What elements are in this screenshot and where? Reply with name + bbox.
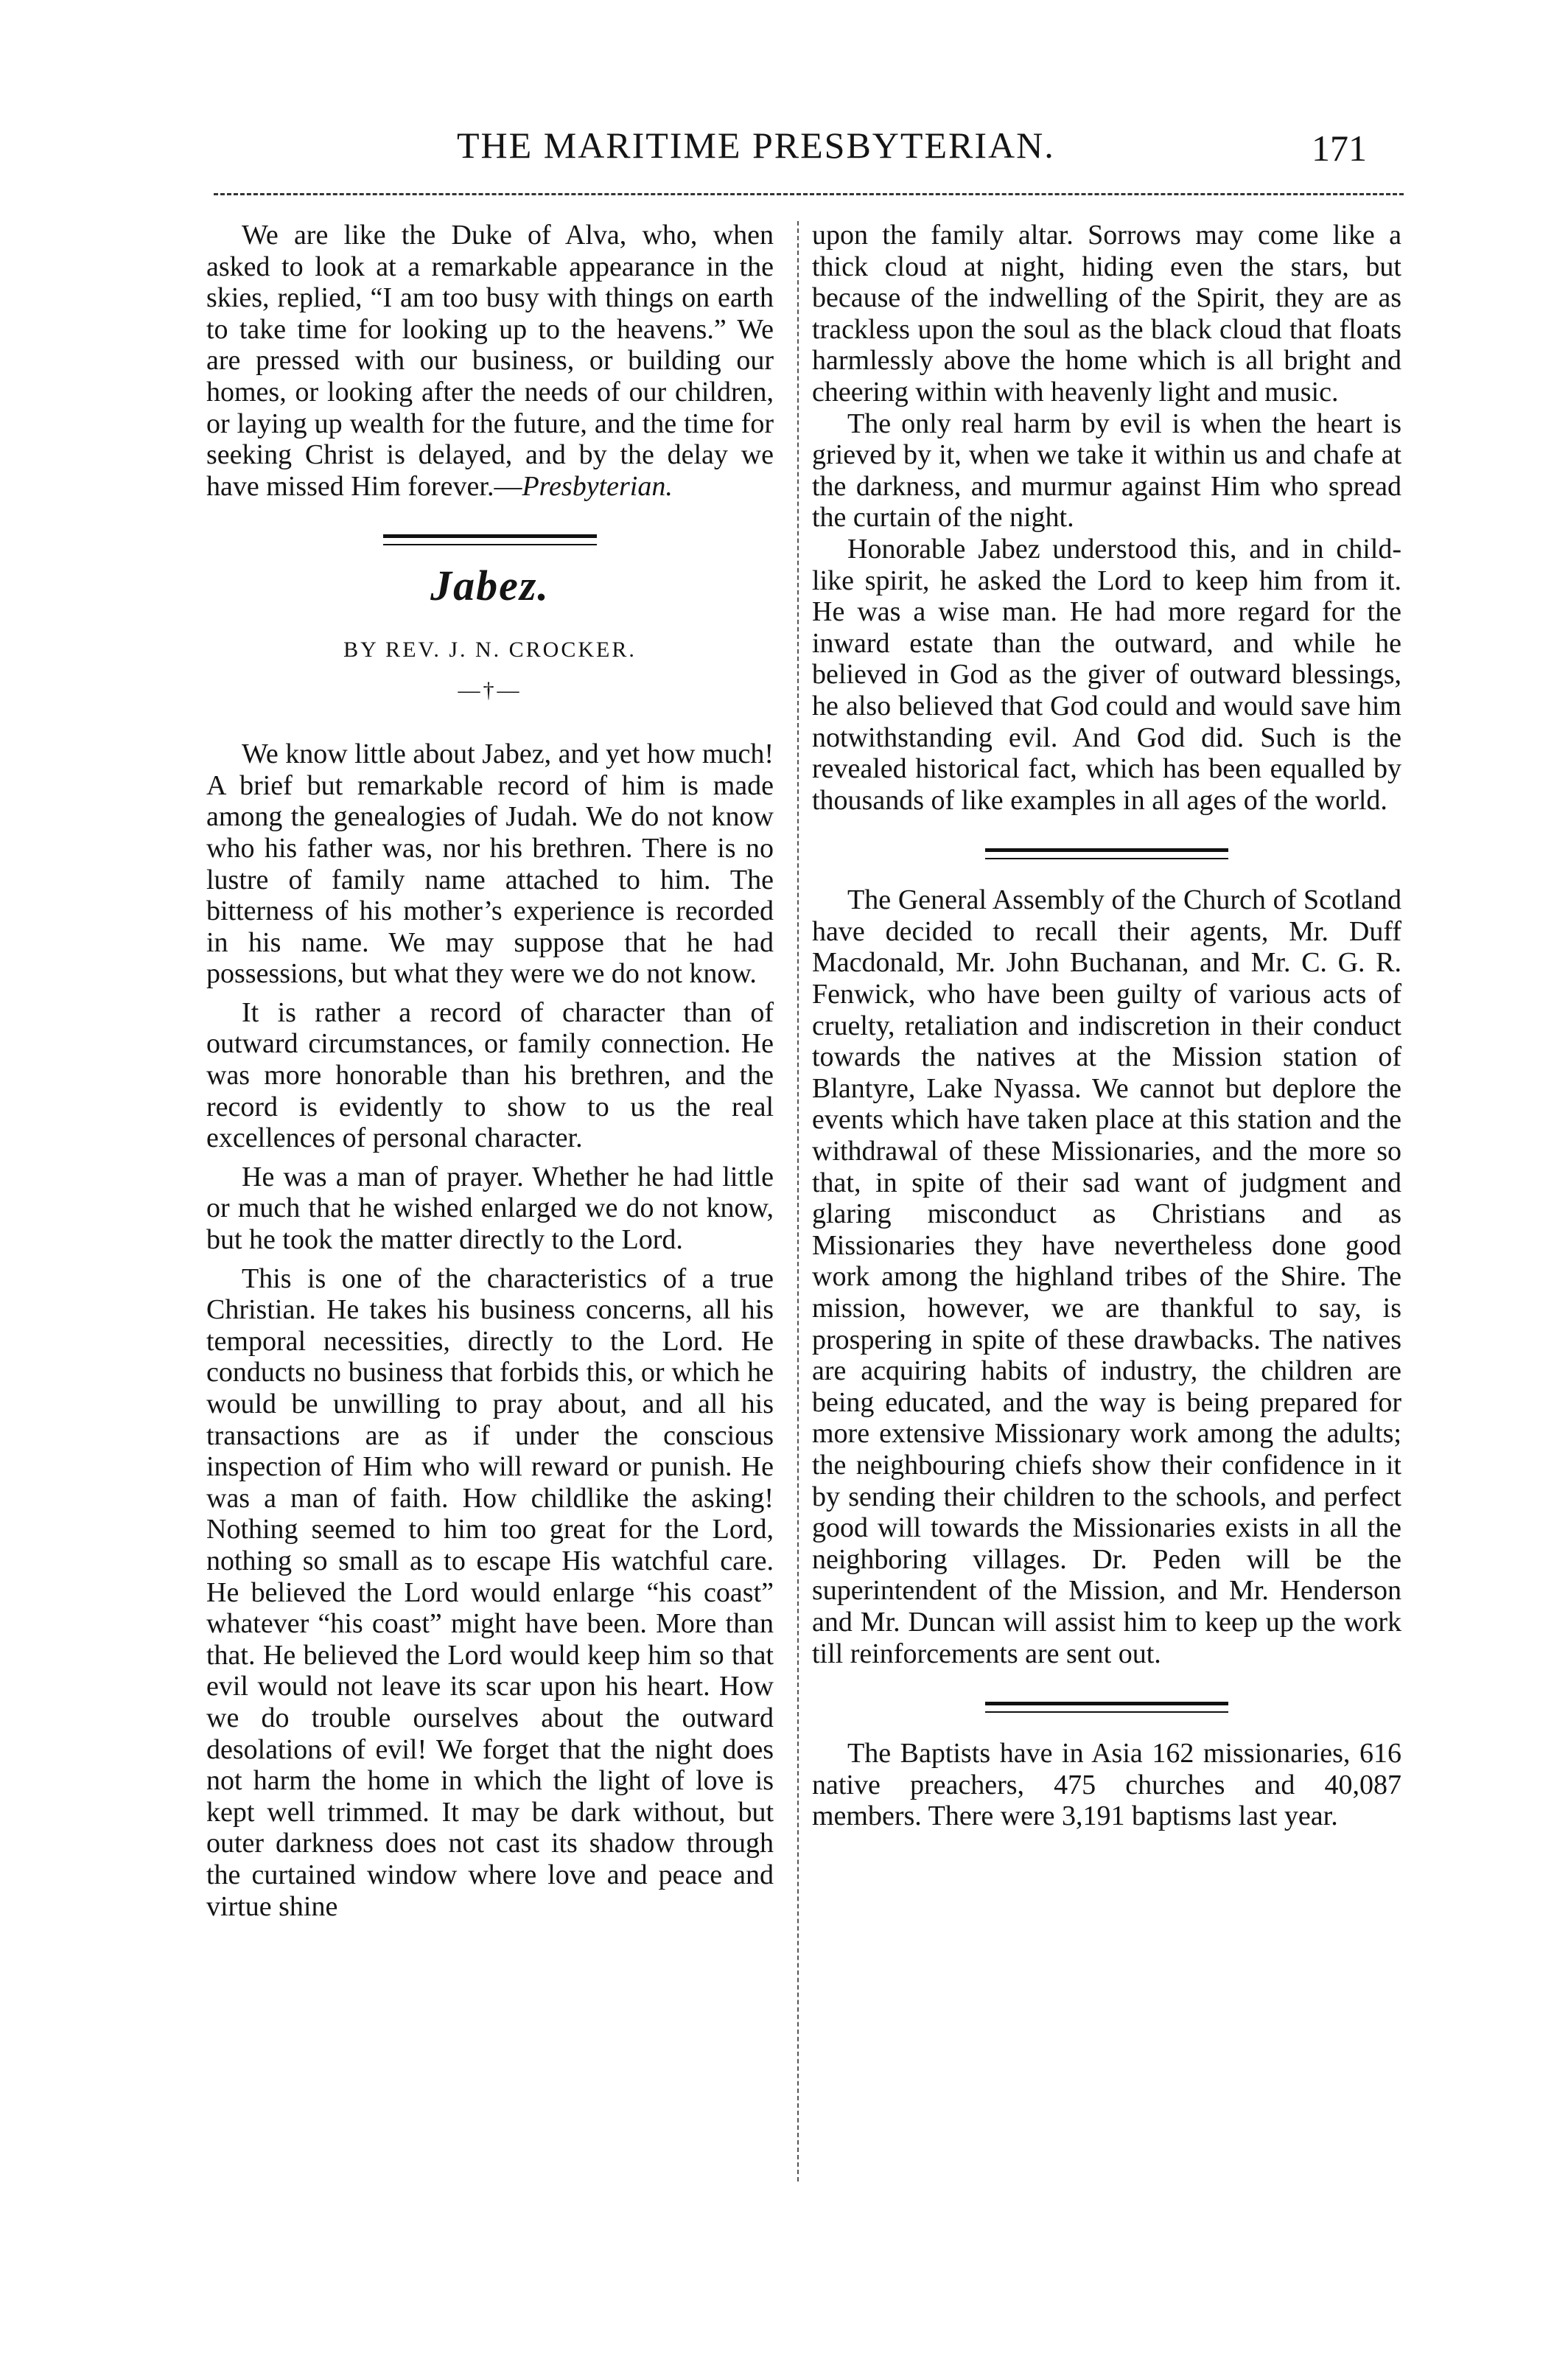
article-paragraph: Honorable Jabez understood this, and in child-like spirit, he asked the Lord to keep him from it. He was a wise man. He had more regard for the inward estate than the outward, and while he believed in God as the giver of outward blessings, he also believed that God could and would save him notwithstanding evil. And God did. Such is the revealed historical fact, which has been equalled by thousands of like examples in all ages of the world. — [812, 533, 1401, 816]
article-paragraph: The only real harm by evil is when the heart is grieved by it, when we take it within us and chafe at the darkness, and murmur against Him who spread the curtain of the night. — [812, 408, 1401, 534]
column-divider — [797, 221, 799, 2181]
byline-ornament: —†— — [458, 677, 522, 702]
section-separator-rule — [985, 848, 1228, 852]
left-column — [206, 220, 774, 1922]
page-number: 171 — [1312, 127, 1367, 169]
baptist-statistics-notice: The Baptists have in Asia 162 missionaries, 616 native preachers, 475 churches and 40,087 members. There were 3,191 baptisms last year. — [812, 1738, 1401, 1832]
header-rule — [214, 193, 1404, 195]
right-column — [812, 220, 1401, 1832]
section-separator-rule — [383, 534, 597, 538]
article-paragraph: We know little about Jabez, and yet how much! A brief but remarkable record of him is made among the genealogies of Judah. We do not know who his father was, nor his brethren. There is no lustre of family name attached to him. The bitterness of his mother’s experience is recorded in his name. We may suppose that he had possessions, but what they were we do not know. — [206, 738, 774, 990]
source-attribution: Presbyterian. — [522, 470, 673, 502]
general-assembly-notice: The General Assembly of the Church of Scotland have decided to recall their agents, Mr. Duff Macdonald, Mr. John Buchanan, and Mr. C. G. R. Fenwick, who have been guilty of various acts of cruelty, retaliation and indiscretion in their conduct towards the natives at the Mission station of Blantyre, Lake Nyassa. We cannot but deplore the events which have taken place at this station and the withdrawal of these Missionaries, and the more so that, in spite of their sad want of judgment and glaring misconduct as Christians and as Missionaries they have nevertheless done good work among the highland tribes of the Shire. The mission, however, we are thankful to say, is prospering in spite of these drawbacks. The natives are acquiring habits of industry, the children are being educated, and the way is being prepared for more extensive Missionary work among the adults; the neighbouring chiefs show their confidence in it by sending their children to the schools, and perfect good will towards the Missionaries exists in all the neighboring villages. Dr. Peden will be the superintendent of the Mission, and Mr. Henderson and Mr. Duncan will assist him to keep up the work till reinforcements are sent out. — [812, 884, 1401, 1669]
duke-of-alva-paragraph — [206, 220, 774, 502]
article-paragraph: He was a man of prayer. Whether he had little or much that he wished enlarged we do not know, but he took the matter directly to the Lord. — [206, 1161, 774, 1256]
article-paragraph: This is one of the characteristics of a true Christian. He takes his business concerns, all his temporal necessities, directly to the Lord. He conducts no business that forbids this, or which he would be unwilling to pray about, and all his transactions are as if under the conscious inspection of Him who will reward or punish. He was a man of faith. How childlike the asking! Nothing seemed to him too great for the Lord, nothing so small as to escape His watchful care. He believed the Lord would enlarge “his coast” whatever “his coast” might have been. More than that. He believed the Lord would keep him so that evil would not leave its scar upon his heart. How we do trouble ourselves about the outward desolations of evil! We forget that the night does not harm the home in which the light of love is kept well trimmed. It may be dark without, but outer darkness does not cast its shadow through the curtained window where love and peace and virtue shine — [206, 1262, 774, 1922]
article-byline: BY REV. J. N. CROCKER. — [343, 637, 637, 662]
running-title: THE MARITIME PRESBYTERIAN. — [457, 125, 1055, 166]
duke-of-alva-text: We are like the Duke of Alva, who, when asked to look at a remarkable appearance in the skies, replied, “I am too busy with things on earth to take time for looking up to the heavens.” We are pressed with our business, or building our homes, or looking after the needs of our children, or laying up wealth for the future, and the time for seeking Christ is delayed, and by the delay we have missed Him forever.— — [206, 220, 774, 502]
article-title: Jabez. — [430, 562, 550, 610]
article-paragraph: It is rather a record of character than of outward circumstances, or family connection. He was more honorable than his brethren, and the record is evidently to show to us the real excellences of personal character. — [206, 996, 774, 1154]
article-continuation-paragraph: upon the family altar. Sorrows may come like a thick cloud at night, hiding even the stars, but because of the indwelling of the Spirit, they are as trackless upon the soul as the black cloud that floats harmlessly above the home which is all bright and cheering within with heavenly light and music. — [812, 220, 1401, 408]
section-separator-rule — [985, 1702, 1228, 1705]
